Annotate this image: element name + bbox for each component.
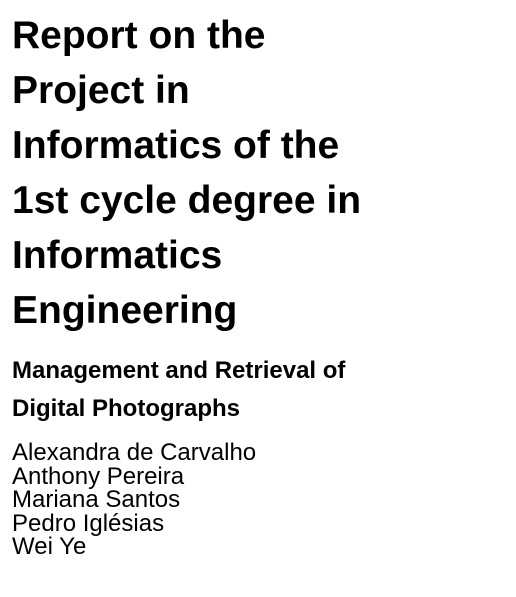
- report-subtitle: [12, 352, 502, 428]
- report-title-line: Informatics of the: [12, 124, 340, 167]
- author-name: Alexandra de Carvalho: [12, 439, 257, 466]
- author-list: [12, 441, 502, 559]
- author-name: Mariana Santos: [12, 486, 181, 513]
- report-title-line: Informatics: [12, 234, 223, 277]
- report-title-line: Engineering: [12, 289, 238, 332]
- author-name: Anthony Pereira: [12, 462, 185, 490]
- author-name: Wei Ye: [12, 533, 87, 560]
- document-page: [12, 8, 502, 559]
- report-title: [12, 8, 502, 338]
- report-title-line: Project in: [12, 69, 190, 112]
- report-title-line: Report on the: [12, 14, 266, 57]
- author-name: Pedro Iglésias: [12, 509, 165, 537]
- report-subtitle-line: Digital Photographs: [12, 395, 240, 422]
- report-title-line: 1st cycle degree in: [12, 179, 362, 222]
- report-subtitle-line: Management and Retrieval of: [12, 357, 346, 384]
